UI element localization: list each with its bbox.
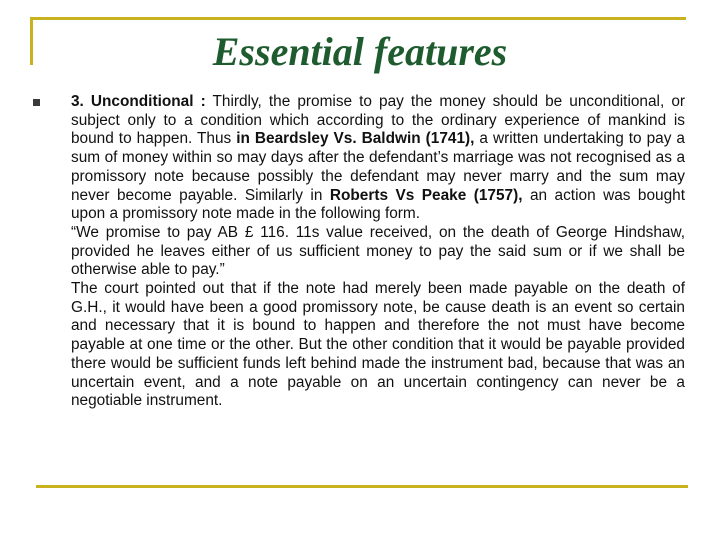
slide-title: Essential features bbox=[212, 29, 508, 74]
case-citation-roberts: Roberts Vs Peake (1757), bbox=[329, 186, 523, 204]
quoted-note-paragraph: “We promise to pay AB £ 116. 11s value received, on the death of George Hindshaw, provided he leaves either of us sufficient money to pay the said sum or if we shall be otherwise able to pay.” bbox=[71, 223, 685, 279]
square-bullet-icon bbox=[33, 99, 40, 106]
point-label: 3. Unconditional : bbox=[71, 93, 206, 110]
slide-body bbox=[71, 93, 685, 411]
paragraph-text-a: Thirdly, the promise to pay the money should be unconditional, or subject only to a condition which according to the ordinary experience of mankind is bound to happen. Thus bbox=[71, 93, 685, 148]
case-citation-beardsley: in Beardsley Vs. Baldwin (1741), bbox=[236, 130, 475, 148]
paragraph-text-c: an action was bought upon a promissory note made in the following form. bbox=[71, 186, 685, 223]
frame-top-line bbox=[30, 17, 686, 20]
court-reasoning-paragraph: The court pointed out that if the note had merely been made payable on the death of G.H., it would have been a good promissory note, be cause death is an event so certain and necessary that it is bound to happen and therefore the not must have become payable at one time or the other. But the other condition that it would be payable provided there would be sufficient funds left behind made the instrument bad, because that was an uncertain event, and a note payable on an uncertain contingency can never be a negotiable instrument. bbox=[71, 280, 685, 410]
paragraph-text-b: a written undertaking to pay a sum of money within so may days after the defendant’s marriage was not recognised as a promissory note because possibly the defendant may never marry and the sum may never become payable. Similarly in bbox=[71, 130, 685, 204]
frame-bottom-line bbox=[36, 485, 688, 488]
paragraph-unconditional bbox=[71, 93, 685, 224]
